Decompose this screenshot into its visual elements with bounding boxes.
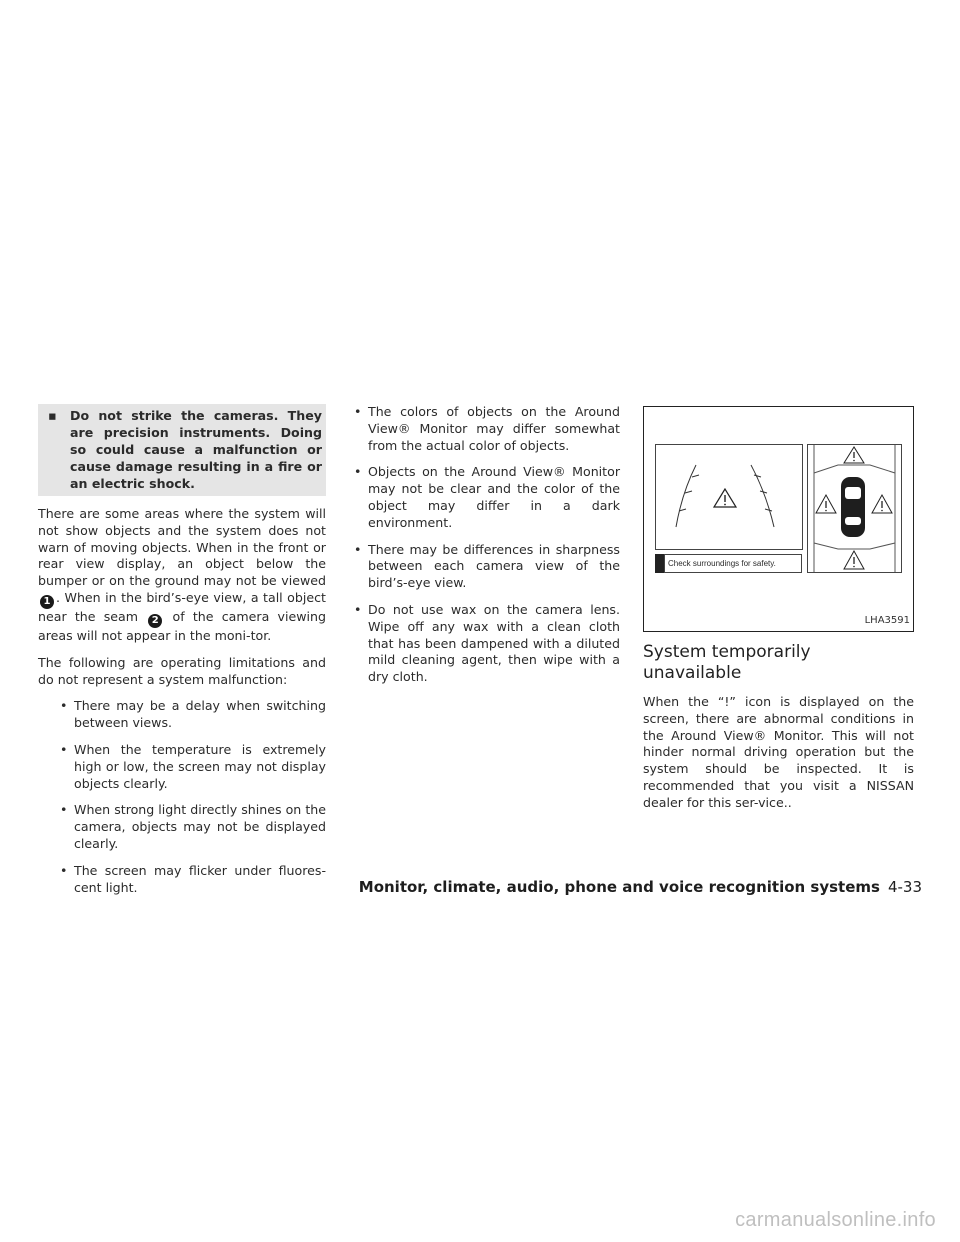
bullet-icon: • bbox=[354, 541, 362, 557]
warning-triangle-icon bbox=[872, 495, 892, 513]
warning-triangle-icon bbox=[844, 551, 864, 569]
operating-limitations-paragraph: The following are operating limitations and do not represent a system malfunction: bbox=[38, 654, 326, 687]
bullet-icon: • bbox=[60, 802, 68, 818]
camera-icon bbox=[655, 554, 664, 573]
warning-triangle-icon bbox=[844, 447, 864, 463]
footer-section-title: Monitor, climate, audio, phone and voice recognition systems bbox=[358, 878, 880, 896]
bullet-icon: • bbox=[60, 698, 68, 714]
around-view-monitor-figure bbox=[643, 406, 914, 632]
check-surroundings-banner: Check surroundings for safety. bbox=[664, 554, 802, 573]
list-item: • When the temperature is extremely high or low, the screen may not display objects clearly. bbox=[60, 741, 326, 791]
figure-code: LHA3591 bbox=[864, 615, 910, 627]
birds-eye-view-screen bbox=[807, 444, 902, 573]
column-middle bbox=[354, 404, 620, 696]
limitations-list bbox=[38, 698, 326, 896]
section-heading: System temporarily unavailable bbox=[643, 642, 811, 683]
section-paragraph: When the “!” icon is displayed on the screen, there are abnormal conditions in the Around View® Monitor. This will not hinder normal driving operation but the system should be inspected. It is recommended that you visit a NISSAN dealer for this ser-vice.. bbox=[643, 694, 914, 810]
warning-triangle-icon bbox=[816, 495, 836, 513]
page-footer bbox=[359, 877, 922, 897]
list-item: • Objects on the Around View® Monitor may not be clear and the color of the object may differ in a dark environment. bbox=[354, 464, 620, 530]
list-item: • The screen may flicker under fluores-cent light. bbox=[60, 862, 326, 895]
paragraph-text-b: . When in the bird’s-eye view, a tall object near the seam bbox=[38, 589, 326, 624]
bullet-icon: • bbox=[354, 601, 362, 617]
bullet-icon: • bbox=[60, 741, 68, 757]
page-number: 4-33 bbox=[887, 878, 922, 896]
list-item: • When strong light directly shines on the camera, objects may not be displayed clearly. bbox=[60, 802, 326, 851]
warning-box bbox=[38, 404, 326, 496]
callout-1-icon: 1 bbox=[40, 595, 54, 609]
paragraph-text-c: of the camera viewing areas will not appear in the moni-tor. bbox=[38, 608, 326, 643]
list-item: • The colors of objects on the Around View® Monitor may differ somewhat from the actual color of objects. bbox=[354, 404, 620, 453]
column-right bbox=[643, 406, 914, 812]
watermark[interactable]: carmanualsonline.info bbox=[735, 1209, 936, 1231]
bullet-icon: • bbox=[354, 464, 362, 480]
column-left bbox=[38, 404, 326, 906]
warning-text: Do not strike the cameras. They are precision instruments. Doing so could cause a malfunction or cause damage resulting in a fire or an electric shock. bbox=[70, 408, 322, 491]
list-item: • Do not use wax on the camera lens. Wipe off any wax with a clean cloth that has been dampened with a diluted mild cleaning agent, then wipe with a dry cloth. bbox=[354, 601, 620, 685]
limitations-intro-paragraph bbox=[38, 506, 326, 645]
bullet-icon: • bbox=[354, 404, 362, 419]
front-view-screen bbox=[655, 444, 803, 550]
warning-triangle-icon bbox=[714, 489, 736, 507]
list-item: • There may be a delay when switching between views. bbox=[60, 698, 326, 731]
paragraph-text-a: There are some areas where the system will not show objects and the system does not warn of moving objects. When in the front or rear view display, an object below the bumper or on the ground may not be viewed bbox=[38, 506, 326, 589]
callout-2-icon: 2 bbox=[148, 614, 162, 628]
list-item: • There may be differences in sharpness between each camera view of the bird’s-eye view. bbox=[354, 541, 620, 591]
bullet-icon: • bbox=[60, 862, 68, 878]
warning-bullet: ▪ bbox=[48, 408, 57, 423]
vehicle-top-view-icon bbox=[808, 445, 901, 572]
guide-lines-icon bbox=[656, 445, 802, 549]
